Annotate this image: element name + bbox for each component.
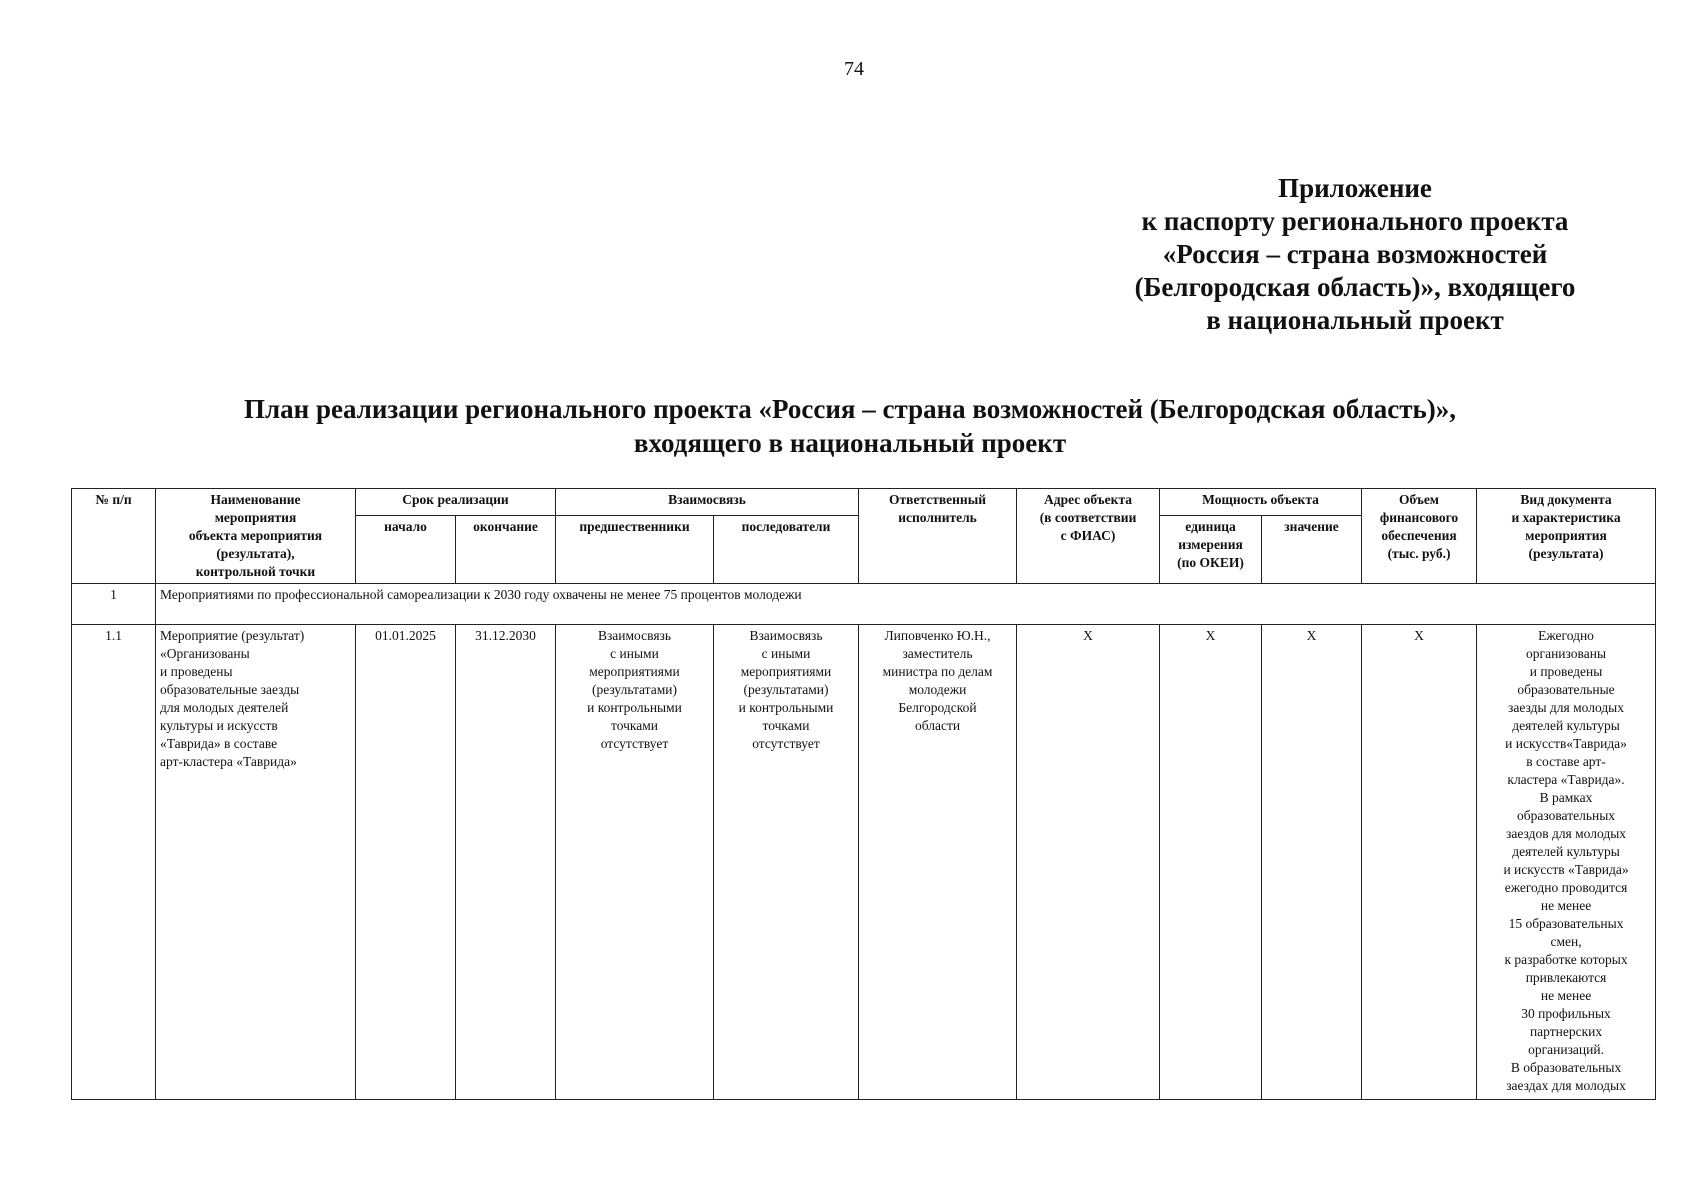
header-funding: Объем финансового обеспечения (тыс. руб.): [1362, 489, 1477, 584]
header-num: № п/п: [72, 489, 156, 584]
appendix-line: «Россия – страна возможностей: [1162, 239, 1548, 269]
plan-title-line-2: входящего в национальный проект: [633, 428, 1067, 458]
header-doc-type: Вид документа и характеристика мероприятия (результата): [1477, 489, 1656, 584]
header-unit: единица измерения (по ОКЕИ): [1160, 515, 1262, 583]
event-unit: X: [1160, 625, 1262, 1100]
event-address: X: [1017, 625, 1160, 1100]
appendix-line: Приложение: [1278, 173, 1432, 203]
event-doc-type: Ежегодно организованы и проведены образовательные заезды для молодых деятелей культуры и искусств«Таврида» в составе арт- кластера «Таврида». В рамках образовательных заездов для молодых деятелей культуры и искусств «Таврида» ежегодно проводится не менее 15 образовательных смен, к разработке которых привлекаются не менее 30 профильных партнерских организаций. В образовательных заездах для молодых: [1477, 625, 1656, 1100]
plan-title: [60, 392, 1640, 460]
goal-text: Мероприятиями по профессиональной самореализации к 2030 году охвачены не менее 75 процентов молодежи: [156, 584, 1656, 625]
implementation-plan-table: [71, 488, 1656, 1100]
event-value: X: [1262, 625, 1362, 1100]
event-responsible: Липовченко Ю.Н., заместитель министра по делам молодежи Белгородской области: [859, 625, 1017, 1100]
event-successors: Взаимосвязь с иными мероприятиями (результатами) и контрольными точками отсутствует: [714, 625, 859, 1100]
header-successors: последователи: [714, 515, 859, 583]
header-predecessors: предшественники: [556, 515, 714, 583]
event-num: 1.1: [72, 625, 156, 1100]
appendix-line: в национальный проект: [1206, 305, 1504, 335]
header-responsible: Ответственный исполнитель: [859, 489, 1017, 584]
event-end: 31.12.2030: [456, 625, 556, 1100]
appendix-heading: [1095, 172, 1615, 337]
header-capacity: Мощность объекта: [1160, 489, 1362, 516]
appendix-line: к паспорту регионального проекта: [1141, 206, 1569, 236]
header-name: Наименование мероприятия объекта мероприятия (результата), контрольной точки: [156, 489, 356, 584]
plan-title-line-1: План реализации регионального проекта «Россия – страна возможностей (Белгородская область)»,: [244, 394, 1456, 424]
table-row-event: [72, 625, 1656, 1100]
goal-num: 1: [72, 584, 156, 625]
header-period: Срок реализации: [356, 489, 556, 516]
header-relation: Взаимосвязь: [556, 489, 859, 516]
event-name: Мероприятие (результат) «Организованы и проведены образовательные заезды для молодых деятелей культуры и искусств «Таврида» в составе арт-кластера «Таврида»: [156, 625, 356, 1100]
header-row-1: [72, 489, 1656, 516]
page-number: 74: [844, 58, 864, 80]
header-address: Адрес объекта (в соответствии с ФИАС): [1017, 489, 1160, 584]
event-predecessors: Взаимосвязь с иными мероприятиями (результатами) и контрольными точками отсутствует: [556, 625, 714, 1100]
table-row-goal: [72, 584, 1656, 625]
header-value: значение: [1262, 515, 1362, 583]
appendix-line: (Белгородская область)», входящего: [1134, 272, 1576, 302]
event-funding: X: [1362, 625, 1477, 1100]
event-start: 01.01.2025: [356, 625, 456, 1100]
header-period-start: начало: [356, 515, 456, 583]
header-period-end: окончание: [456, 515, 556, 583]
